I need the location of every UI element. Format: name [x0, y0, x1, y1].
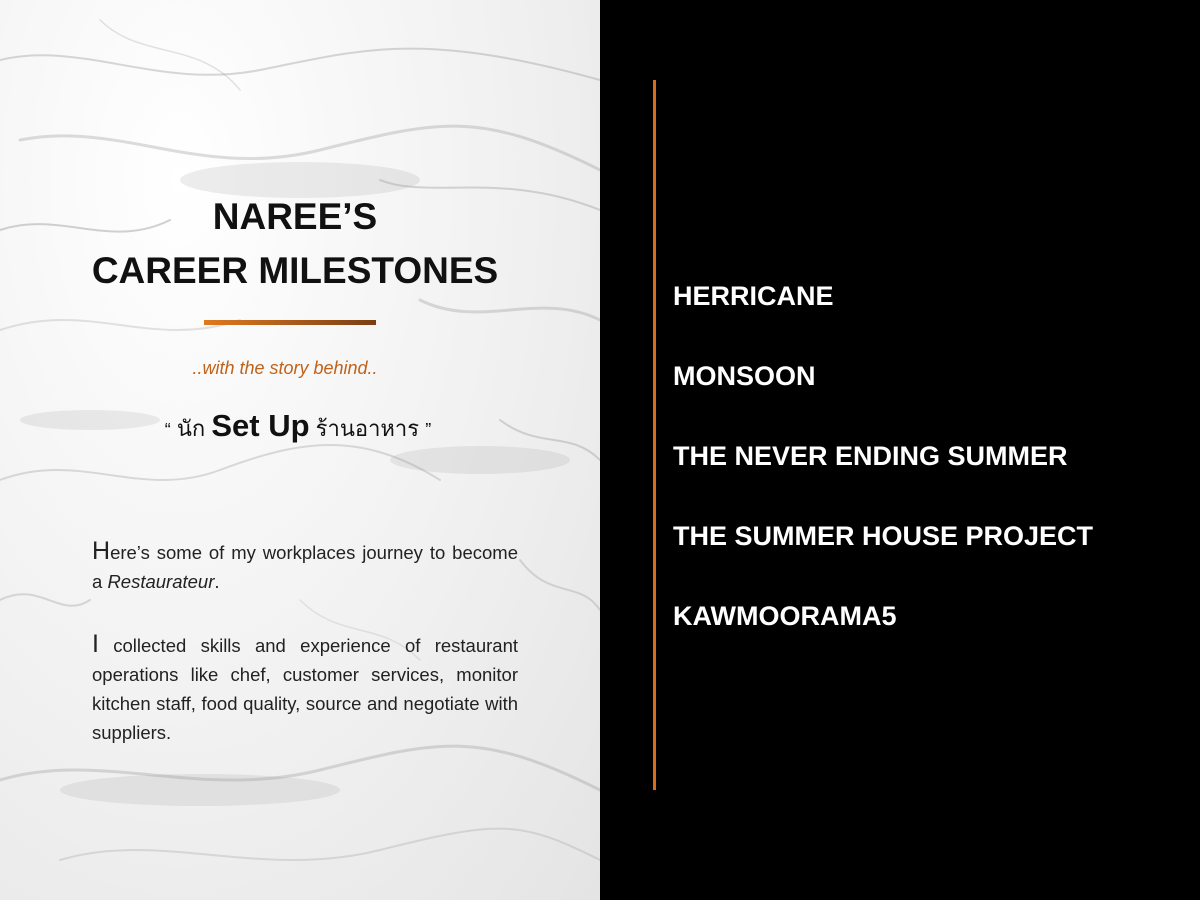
title-line-2: CAREER MILESTONES: [91, 250, 499, 291]
intro-text: ere’s some of my workplaces journey to become a: [92, 542, 518, 592]
quote-highlight: Set Up: [211, 408, 310, 443]
quote: [0, 408, 596, 446]
milestone-item: MONSOON: [673, 361, 816, 391]
page-title: [0, 190, 590, 298]
quote-close: ”: [425, 420, 432, 440]
intro-paragraph: [92, 537, 518, 596]
milestone-item: THE SUMMER HOUSE PROJECT: [673, 521, 1094, 551]
milestone-list: [673, 278, 1093, 678]
skills-paragraph: [92, 630, 518, 747]
title-underline: [204, 320, 376, 325]
skills-first-letter: I: [92, 630, 99, 658]
intro-first-letter: H: [92, 537, 111, 565]
milestone-item: KAWMOORAMA5: [673, 601, 897, 631]
intro-end: .: [214, 571, 220, 592]
milestone-item: HERRICANE: [673, 281, 834, 311]
skills-text: collected skills and experience of restaurant operations like chef, customer services, monitor kitchen staff, food quality, source and negotiate with suppliers.: [92, 635, 518, 743]
divider-line: [653, 80, 656, 790]
intro-emphasis: Restaurateur: [107, 571, 215, 592]
quote-suffix: ร้านอาหาร: [309, 416, 426, 441]
quote-open: “: [164, 420, 171, 440]
subtitle: ..with the story behind..: [192, 358, 378, 378]
milestone-item: THE NEVER ENDING SUMMER: [673, 441, 1068, 471]
quote-prefix: นัก: [170, 416, 212, 441]
title-line-1: NAREE’S: [212, 196, 378, 237]
